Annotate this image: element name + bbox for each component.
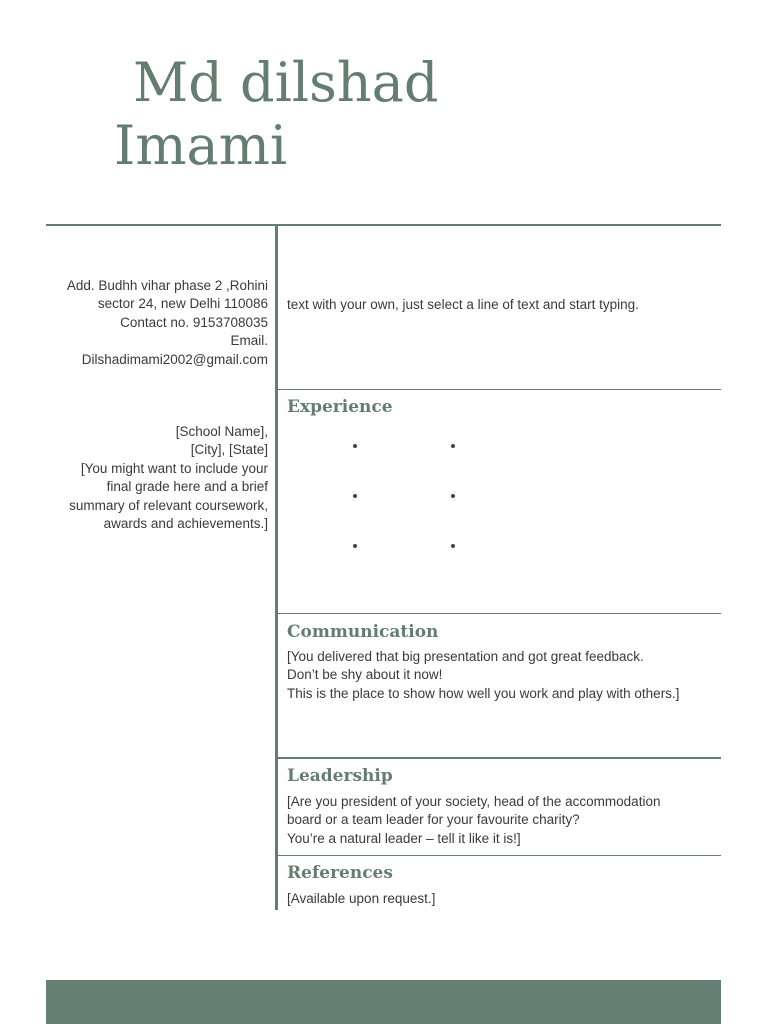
leadership-line: [Are you president of your society, head of the accommodation (287, 794, 661, 809)
education-block (38, 423, 268, 533)
section-divider (277, 855, 721, 856)
education-line: summary of relevant coursework, (69, 497, 268, 513)
column-divider (275, 226, 278, 910)
education-line: [You might want to include your (80, 460, 268, 476)
communication-text (287, 648, 679, 703)
education-line: [City], [State] (190, 442, 268, 458)
footer-band (46, 980, 721, 1024)
name-second-line: Imami (114, 114, 288, 177)
leadership-heading: Leadership (287, 766, 393, 786)
objective-line: text with your own, just select a line of text and start typing. (287, 297, 639, 312)
communication-line: [You delivered that big presentation and got great feedback. (287, 649, 644, 664)
experience-heading: Experience (287, 397, 393, 417)
bullet-icon (353, 494, 357, 498)
bullet-icon (451, 444, 455, 448)
section-divider (277, 389, 721, 390)
leadership-line: board or a team leader for your favourite charity? (287, 812, 580, 828)
communication-line: Don’t be shy about it now! (287, 667, 443, 683)
contact-line: Dilshadimami2002@gmail.com (81, 351, 268, 367)
communication-heading: Communication (287, 622, 439, 642)
contact-line: Add. Budhh vihar phase 2 ,Rohini (66, 278, 268, 293)
references-text (287, 890, 435, 908)
contact-line: Contact no. 9153708035 (120, 314, 268, 330)
contact-line: sector 24, new Delhi 110086 (97, 296, 268, 312)
header-divider (46, 224, 721, 226)
references-heading: References (287, 863, 393, 883)
bullet-icon (451, 494, 455, 498)
bullet-icon (451, 544, 455, 548)
education-line: [School Name], (175, 424, 268, 439)
bullet-icon (353, 444, 357, 448)
communication-line: This is the place to show how well you work and play with others.] (287, 685, 680, 701)
name-first-line: Md dilshad (133, 51, 439, 114)
education-line: final grade here and a brief (106, 479, 268, 495)
education-line: awards and achievements.] (103, 516, 268, 532)
leadership-line: You’re a natural leader – tell it like it is!] (287, 830, 521, 846)
contact-line: Email. (230, 333, 268, 349)
section-divider (277, 757, 721, 759)
leadership-text (287, 793, 660, 848)
section-divider (277, 613, 721, 614)
bullet-icon (353, 544, 357, 548)
references-line: [Available upon request.] (287, 891, 436, 906)
objective-text (287, 296, 639, 314)
contact-block (38, 277, 268, 369)
